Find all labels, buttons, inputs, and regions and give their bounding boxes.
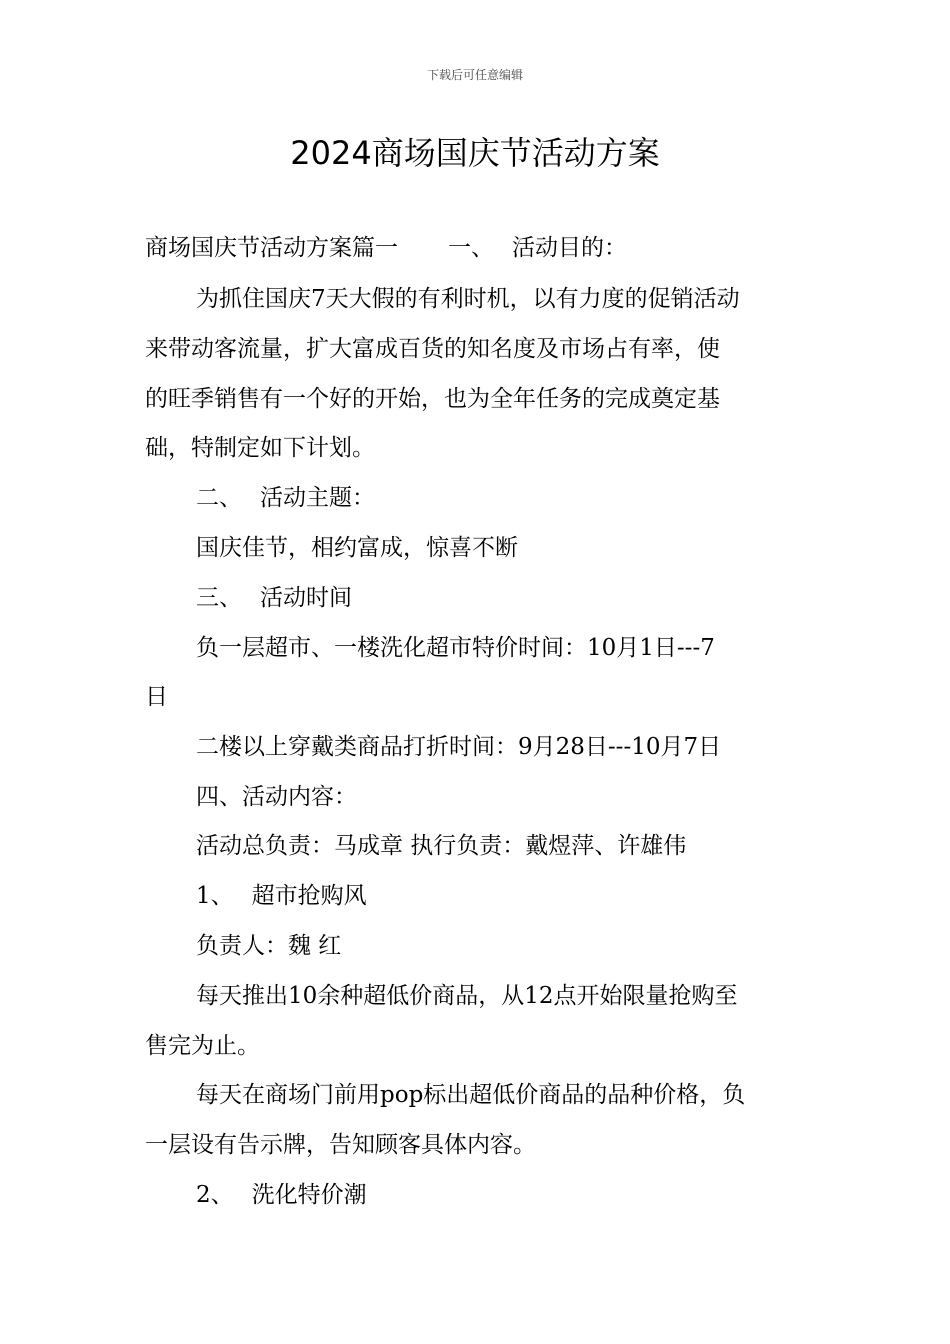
paragraph-line: 负一层超市、一楼洗化超市特价时间：10月1日---7	[196, 635, 715, 661]
paragraph-line: 每天推出10余种超低价商品，从12点开始限量抢购至	[196, 983, 738, 1009]
paragraph-line: 售完为止。	[145, 1033, 260, 1059]
paragraph-line: 负责人：魏 红	[196, 933, 342, 959]
page-title: 2024商场国庆节活动方案	[290, 134, 660, 172]
paragraph-line: 活动总负责：马成章 执行负责：戴煜萍、许雄伟	[196, 833, 687, 859]
section-title: 活动时间	[260, 585, 352, 611]
section-title: 超市抢购风	[251, 883, 367, 909]
paragraph-line: 国庆佳节，相约富成，惊喜不断	[196, 535, 518, 561]
section-heading	[196, 1181, 367, 1209]
paragraph-line: 来带动客流量，扩大富成百货的知名度及市场占有率，使	[145, 336, 720, 362]
paragraph-line: 一层设有告示牌，告知顾客具体内容。	[145, 1132, 536, 1158]
section-number: 二、	[196, 485, 242, 511]
section-number: 一、	[448, 235, 494, 261]
section-title: 活动主题：	[260, 485, 375, 511]
doc-title-ref: 商场国庆节活动方案篇一	[145, 235, 398, 261]
paragraph-line: 二楼以上穿戴类商品打折时间：9月28日---10月7日	[196, 734, 722, 760]
paragraph-line: 日	[145, 684, 168, 710]
section-number: 1、	[196, 883, 234, 909]
paragraph-line: 每天在商场门前用pop标出超低价商品的品种价格，负	[196, 1082, 746, 1108]
section-title: 洗化特价潮	[251, 1182, 367, 1208]
section-title: 活动目的：	[512, 235, 627, 261]
section-heading	[196, 584, 352, 612]
section-number: 三、	[196, 585, 242, 611]
paragraph-line: 四、活动内容：	[196, 784, 357, 810]
paragraph-line: 础，特制定如下计划。	[145, 435, 375, 461]
section-heading	[196, 484, 375, 512]
section-heading	[196, 882, 367, 910]
paragraph-line: 为抓住国庆7天大假的有利时机，以有力度的促销活动	[196, 286, 740, 312]
paragraph-line: 的旺季销售有一个好的开始，也为全年任务的完成奠定基	[145, 386, 720, 412]
section-number: 2、	[196, 1182, 234, 1208]
header-note: 下载后可任意编辑	[426, 68, 523, 82]
section-heading	[145, 234, 627, 262]
